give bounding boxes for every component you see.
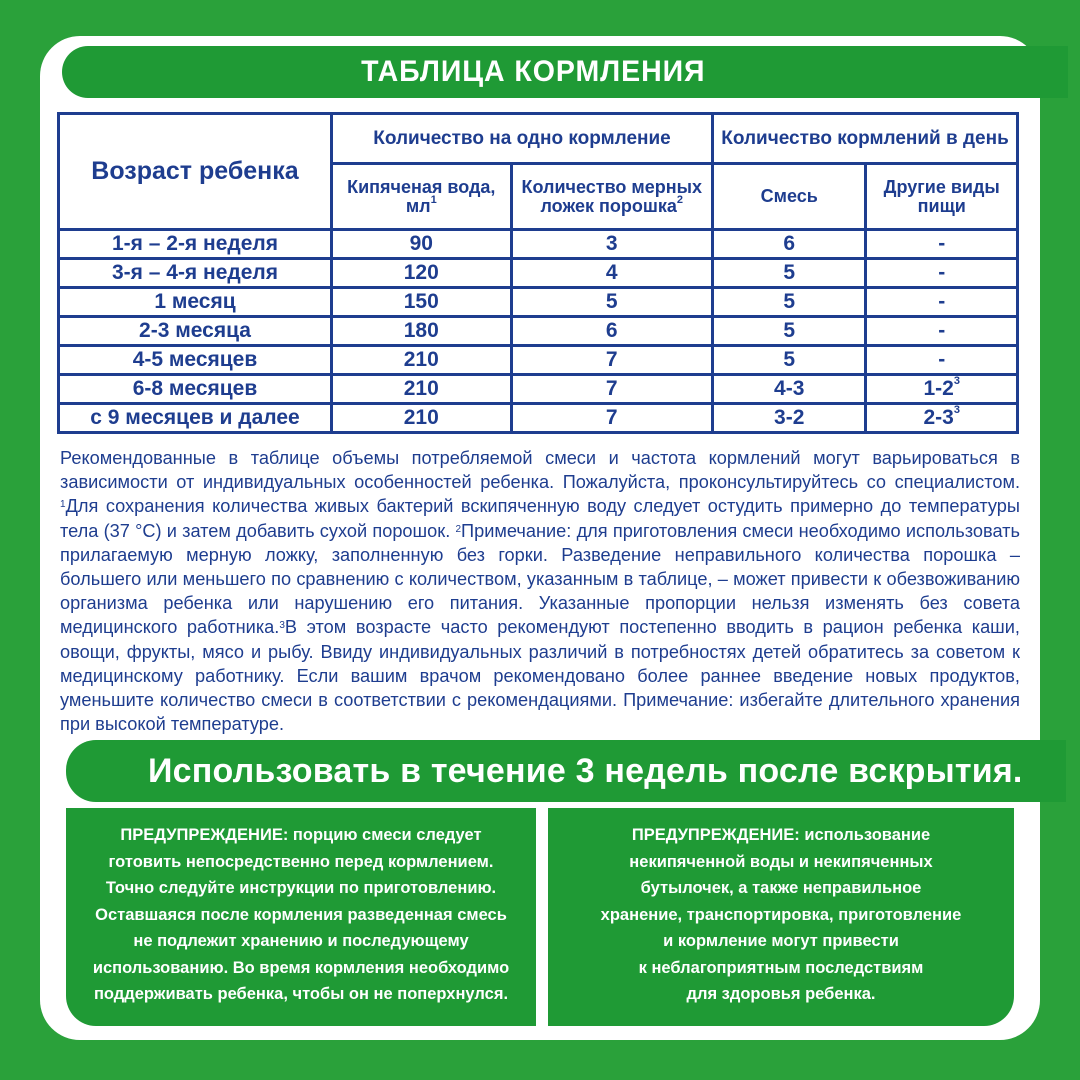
warning-label: ПРЕДУПРЕЖДЕНИЕ: <box>120 826 289 844</box>
feeding-table <box>57 112 1019 434</box>
cell-other-food: $2-3^3$ <box>866 404 1018 433</box>
col-header-other-food: Другие виды пищи <box>866 164 1018 230</box>
cell-age: 1-я – 2-я неделя <box>59 230 332 259</box>
table-row <box>59 230 1018 259</box>
cell-other-food: - <box>866 230 1018 259</box>
cell-scoops: 7 <box>511 404 712 433</box>
cell-scoops: 7 <box>511 346 712 375</box>
table-row <box>59 346 1018 375</box>
table-row <box>59 375 1018 404</box>
table-row <box>59 288 1018 317</box>
cell-formula: 5 <box>712 317 865 346</box>
cell-formula: 5 <box>712 346 865 375</box>
col-header-age: Возраст ребенка <box>59 114 332 230</box>
cell-scoops: 3 <box>511 230 712 259</box>
cell-water: 210 <box>331 375 511 404</box>
warning-box-right: ПРЕДУПРЕЖДЕНИЕ: использование некипяченной воды и некипяченных бутылочек, а также неправильное хранение, транспортировка, приготовление и кормление могут привести к неблагоприятным последствиям для здоровья ребенка. <box>548 808 1014 1026</box>
cell-age: 6-8 месяцев <box>59 375 332 404</box>
cell-scoops: 7 <box>511 375 712 404</box>
cell-other-food: - <box>866 259 1018 288</box>
cell-other-food: $1-2^3$ <box>866 375 1018 404</box>
cell-scoops: 5 <box>511 288 712 317</box>
page-title: ТАБЛИЦА КОРМЛЕНИЯ <box>360 55 706 88</box>
cell-age: с 9 месяцев и далее <box>59 404 332 433</box>
warning-label: ПРЕДУПРЕЖДЕНИЕ: <box>631 826 800 844</box>
cell-formula: 3-2 <box>712 404 865 433</box>
table-row <box>59 317 1018 346</box>
cell-other-food: - <box>866 288 1018 317</box>
cell-formula: 5 <box>712 259 865 288</box>
table-group-header-row <box>59 114 1018 164</box>
notes-paragraph: Рекомендованные в таблице объемы потребляемой смеси и частота кормлений могут варьироваться в зависимости от индивидуальных особенностей ребенка. Пожалуйста, проконсультируйтесь со специалистом. $^1$Для сохранения количества живых бактерий вскипяченную воду следует остудить примерно до температуры тела (37 °С) и затем добавить сухой порошок. $^2$Примечание: для приготовления смеси необходимо использовать прилагаемую мерную ложку, заполненную без горки. Разведение неправильного количества порошка – большего или меньшего по сравнению с количеством, указанным в таблице, – может привести к обезвоживанию организма ребенка или нарушению его питания. Указанные пропорции нельзя изменять без совета медицинского работника.$^3$В этом возрасте часто рекомендуют постепенно вводить в рацион ребенка каши, овощи, фрукты, мясо и рыбу. Ввиду индивидуальных различий в потребностях детей обратитесь за советом к медицинскому работнику. Если вашим врачом рекомендовано более раннее введение новых продуктов, уменьшите количество смеси в соответствии с рекомендациями. Примечание: избегайте длительного хранения при высокой температуре. <box>60 448 1020 735</box>
cell-formula: 5 <box>712 288 865 317</box>
cell-other-food: - <box>866 346 1018 375</box>
cell-water: 150 <box>331 288 511 317</box>
group-header-per-day: Количество кормлений в день <box>712 114 1017 164</box>
cell-scoops: 6 <box>511 317 712 346</box>
title-banner <box>62 46 1068 98</box>
col-header-scoops: Количество мерных ложек порошка$^2$ <box>511 164 712 230</box>
cell-water: 210 <box>331 404 511 433</box>
cell-water: 90 <box>331 230 511 259</box>
table-row <box>59 404 1018 433</box>
table-row <box>59 259 1018 288</box>
cell-formula: 6 <box>712 230 865 259</box>
cell-age: 2-3 месяца <box>59 317 332 346</box>
cell-other-food: - <box>866 317 1018 346</box>
use-period-banner <box>66 740 1066 802</box>
cell-water: 120 <box>331 259 511 288</box>
col-header-formula: Смесь <box>712 164 865 230</box>
cell-water: 210 <box>331 346 511 375</box>
use-period-text: Использовать в течение 3 недель после вскрытия. <box>148 751 1023 790</box>
cell-age: 3-я – 4-я неделя <box>59 259 332 288</box>
cell-age: 4-5 месяцев <box>59 346 332 375</box>
cell-formula: 4-3 <box>712 375 865 404</box>
col-header-water: Кипяченая вода, $мл^1$ <box>331 164 511 230</box>
warning-box-left: ПРЕДУПРЕЖДЕНИЕ: порцию смеси следует готовить непосредственно перед кормлением. Точно следуйте инструкции по приготовлению. Оставшаяся после кормления разведенная смесь не подлежит хранению и последующему использованию. Во время кормления необходимо поддерживать ребенка, чтобы он не поперхнулся. <box>66 808 536 1026</box>
cell-scoops: 4 <box>511 259 712 288</box>
cell-age: 1 месяц <box>59 288 332 317</box>
group-header-per-feeding: Количество на одно кормление <box>331 114 712 164</box>
cell-water: 180 <box>331 317 511 346</box>
